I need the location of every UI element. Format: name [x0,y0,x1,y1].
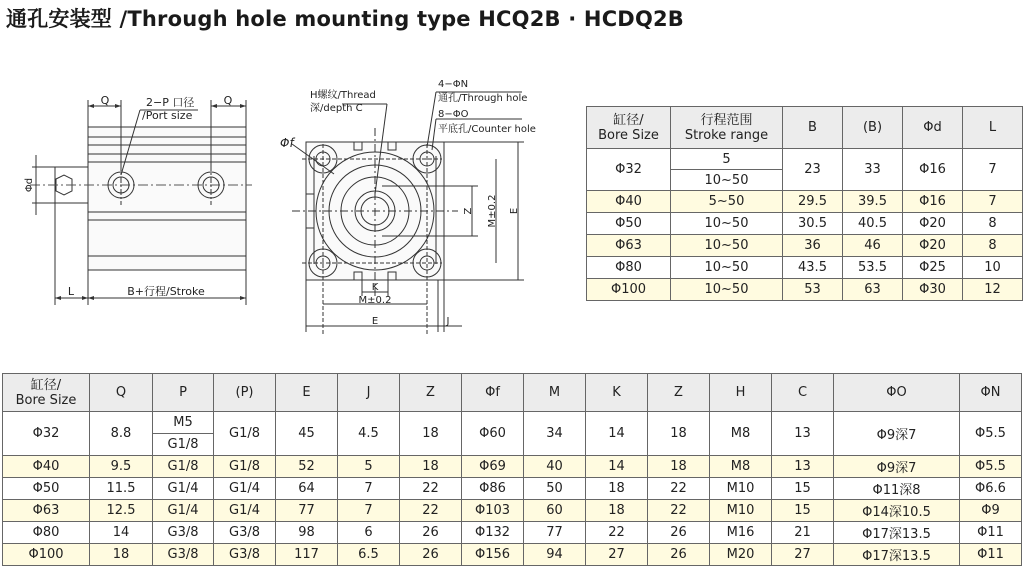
table-cell: M10 [710,500,772,522]
table-cell: 11.5 [90,478,153,500]
table-cell: G3/8 [153,522,214,544]
table-cell: 26 [400,544,462,566]
table-cell: Φ17深13.5 [834,522,960,544]
table-cell: Φ50 [3,478,90,500]
table-cell: 98 [276,522,338,544]
table-cell: 22 [648,478,710,500]
l-dimension-label: L [67,285,75,298]
table-cell: Φ40 [3,456,90,478]
table-cell: 53.5 [843,257,903,279]
table-cell: 8.8 [90,412,153,456]
table-cell: M5 [153,412,214,434]
table-cell: 14 [586,456,648,478]
table-cell: 13 [772,456,834,478]
rod-diameter-label: Φd [24,177,35,193]
q-right-label: Q [223,94,233,107]
header-b: B [783,107,843,149]
table-cell: 40.5 [843,213,903,235]
table-cell: Φ17深13.5 [834,544,960,566]
table-cell: G1/4 [153,478,214,500]
table-cell: G3/8 [153,544,214,566]
table-cell: 18 [586,478,648,500]
table-cell: 22 [400,500,462,522]
table-cell: 23 [783,149,843,191]
table-cell: G3/8 [214,522,276,544]
table-cell: 77 [524,522,586,544]
table-cell: 50 [524,478,586,500]
header-p: P [153,374,214,412]
table-cell: 34 [524,412,586,456]
header-bore-size: 缸径/ Bore Size [3,374,90,412]
table-cell: 14 [90,522,153,544]
table-cell: 33 [843,149,903,191]
table-cell: 40 [524,456,586,478]
table-cell: 64 [276,478,338,500]
header-n: ΦN [960,374,1022,412]
table-cell: 27 [586,544,648,566]
table-row [587,235,1023,257]
table-cell: 7 [338,500,400,522]
header-b-paren: (B) [843,107,903,149]
e-vertical-label: E [509,207,520,215]
port-size-label-en: /Port size [142,109,193,122]
table-cell: 15 [772,478,834,500]
table-cell: Φ9深7 [834,456,960,478]
table-cell: 15 [772,500,834,522]
table-cell: G1/8 [214,456,276,478]
j-label: J [446,316,450,327]
table-cell: G1/8 [214,412,276,456]
table-cell: 8 [963,235,1023,257]
table-cell: M8 [710,412,772,456]
table-cell: 13 [772,412,834,456]
header-j: J [338,374,400,412]
mounting-dimension-table [2,373,1022,566]
table-row [3,478,1022,500]
table-cell: M10 [710,478,772,500]
table-cell: G1/8 [153,456,214,478]
table-cell: Φ100 [587,279,671,301]
table-cell: 63 [843,279,903,301]
table-cell: 10~50 [671,257,783,279]
header-z2: Z [648,374,710,412]
table-cell: Φ80 [3,522,90,544]
header-l: L [963,107,1023,149]
table-cell: 36 [783,235,843,257]
table-cell: Φ5.5 [960,456,1022,478]
table-cell: 22 [400,478,462,500]
table-cell: Φ50 [587,213,671,235]
m-vertical-label: M±0.2 [487,194,498,228]
header-p-paren: (P) [214,374,276,412]
table-cell: Φ20 [903,235,963,257]
table-cell: 30.5 [783,213,843,235]
table-cell: 6.5 [338,544,400,566]
e-horizontal-label: E [371,316,379,327]
table-cell: 18 [400,412,462,456]
header-stroke-range: 行程范围 Stroke range [671,107,783,149]
table-cell: Φ156 [462,544,524,566]
table-cell: 12.5 [90,500,153,522]
table-cell: Φ103 [462,500,524,522]
table-cell: 52 [276,456,338,478]
table-cell: Φ63 [3,500,90,522]
table-row [3,522,1022,544]
table-cell: Φ60 [462,412,524,456]
table-cell: Φ9深7 [834,412,960,456]
table-cell: 21 [772,522,834,544]
table-cell: Φ63 [587,235,671,257]
k-label: K [371,282,379,293]
table-cell: 10~50 [671,213,783,235]
port-size-label-cn: 2−P 口径 [146,96,195,109]
table-cell: 10~50 [671,279,783,301]
table-cell: 29.5 [783,191,843,213]
table-cell: Φ16 [903,191,963,213]
table-cell: M16 [710,522,772,544]
table-cell: Φ30 [903,279,963,301]
table-cell: Φ132 [462,522,524,544]
table-cell: 5 [338,456,400,478]
table-cell: G1/4 [214,478,276,500]
table-cell: G1/4 [214,500,276,522]
table-cell: 117 [276,544,338,566]
table-cell: 46 [843,235,903,257]
table-cell: 10 [963,257,1023,279]
table-cell: Φ32 [587,149,671,191]
table-cell: 18 [90,544,153,566]
table-cell: 26 [400,522,462,544]
table-cell: 7 [963,191,1023,213]
table-cell: 77 [276,500,338,522]
table-row [3,456,1022,478]
header-bore-size: 缸径/ Bore Size [587,107,671,149]
table-cell: 18 [648,456,710,478]
table-cell: 22 [648,500,710,522]
table-cell: Φ16 [903,149,963,191]
through-hole-label-1: 4−ΦN [438,79,469,90]
table-row [587,191,1023,213]
table-cell: 60 [524,500,586,522]
table-cell: 5~50 [671,191,783,213]
counter-hole-label-2: 平底孔/Counter hole [438,124,536,135]
table-cell: G1/8 [153,434,214,456]
table-cell: 5 [671,149,783,170]
counter-hole-label-1: 8−ΦO [438,109,469,120]
table-cell: M8 [710,456,772,478]
table-cell: M20 [710,544,772,566]
table-cell: 8 [963,213,1023,235]
table-cell: 26 [648,522,710,544]
table-cell: Φ11 [960,522,1022,544]
header-h: H [710,374,772,412]
table-cell: Φ20 [903,213,963,235]
table-cell: 18 [586,500,648,522]
table-cell: 26 [648,544,710,566]
table-cell: 43.5 [783,257,843,279]
header-z: Z [400,374,462,412]
table-row [587,279,1023,301]
table-cell: Φ5.5 [960,412,1022,456]
table-cell: 94 [524,544,586,566]
table-cell: Φ40 [587,191,671,213]
table-cell: 14 [586,412,648,456]
table-cell: 27 [772,544,834,566]
header-f: Φf [462,374,524,412]
header-rod-diameter: Φd [903,107,963,149]
thread-label-1: H螺纹/Thread [310,90,376,101]
table-cell: G3/8 [214,544,276,566]
table-cell: 4.5 [338,412,400,456]
table-cell: 7 [338,478,400,500]
front-view-drawing [262,74,582,336]
header-m: M [524,374,586,412]
z-vertical-label: Z [463,207,474,215]
header-q: Q [90,374,153,412]
header-e: E [276,374,338,412]
through-hole-label-2: 通孔/Through hole [438,93,528,104]
f-diameter-label: Φf [280,136,294,150]
header-c: C [772,374,834,412]
table-cell: Φ100 [3,544,90,566]
table-cell: 18 [648,412,710,456]
table-cell: Φ25 [903,257,963,279]
table-cell: 22 [586,522,648,544]
stroke-dimension-table [586,106,1023,301]
table-cell: Φ11深8 [834,478,960,500]
side-view-drawing [0,80,260,310]
table-cell: 53 [783,279,843,301]
table-cell: 7 [963,149,1023,191]
table-cell: 10~50 [671,170,783,191]
header-o: ΦO [834,374,960,412]
table-cell: Φ80 [587,257,671,279]
page-title: 通孔安装型 /Through hole mounting type HCQ2B · HCDQ2B [6,7,685,31]
table-cell: 18 [400,456,462,478]
table-row [3,544,1022,566]
header-k: K [586,374,648,412]
table-cell: Φ86 [462,478,524,500]
stroke-dimension-label: B+行程/Stroke [127,285,205,298]
table-cell: Φ14深10.5 [834,500,960,522]
table-cell: Φ9 [960,500,1022,522]
table-cell: 12 [963,279,1023,301]
table-cell: Φ69 [462,456,524,478]
table-cell: 39.5 [843,191,903,213]
table-cell: Φ11 [960,544,1022,566]
table-row [3,500,1022,522]
thread-label-2: 深/depth C [310,103,363,114]
table-row [587,213,1023,235]
q-left-label: Q [100,94,110,107]
m-horizontal-label: M±0.2 [358,295,392,306]
table-cell: G1/4 [153,500,214,522]
table-cell: 6 [338,522,400,544]
table-cell: Φ6.6 [960,478,1022,500]
table-cell: Φ32 [3,412,90,456]
table-cell: 10~50 [671,235,783,257]
table-cell: 9.5 [90,456,153,478]
table-cell: 45 [276,412,338,456]
table-row [587,257,1023,279]
